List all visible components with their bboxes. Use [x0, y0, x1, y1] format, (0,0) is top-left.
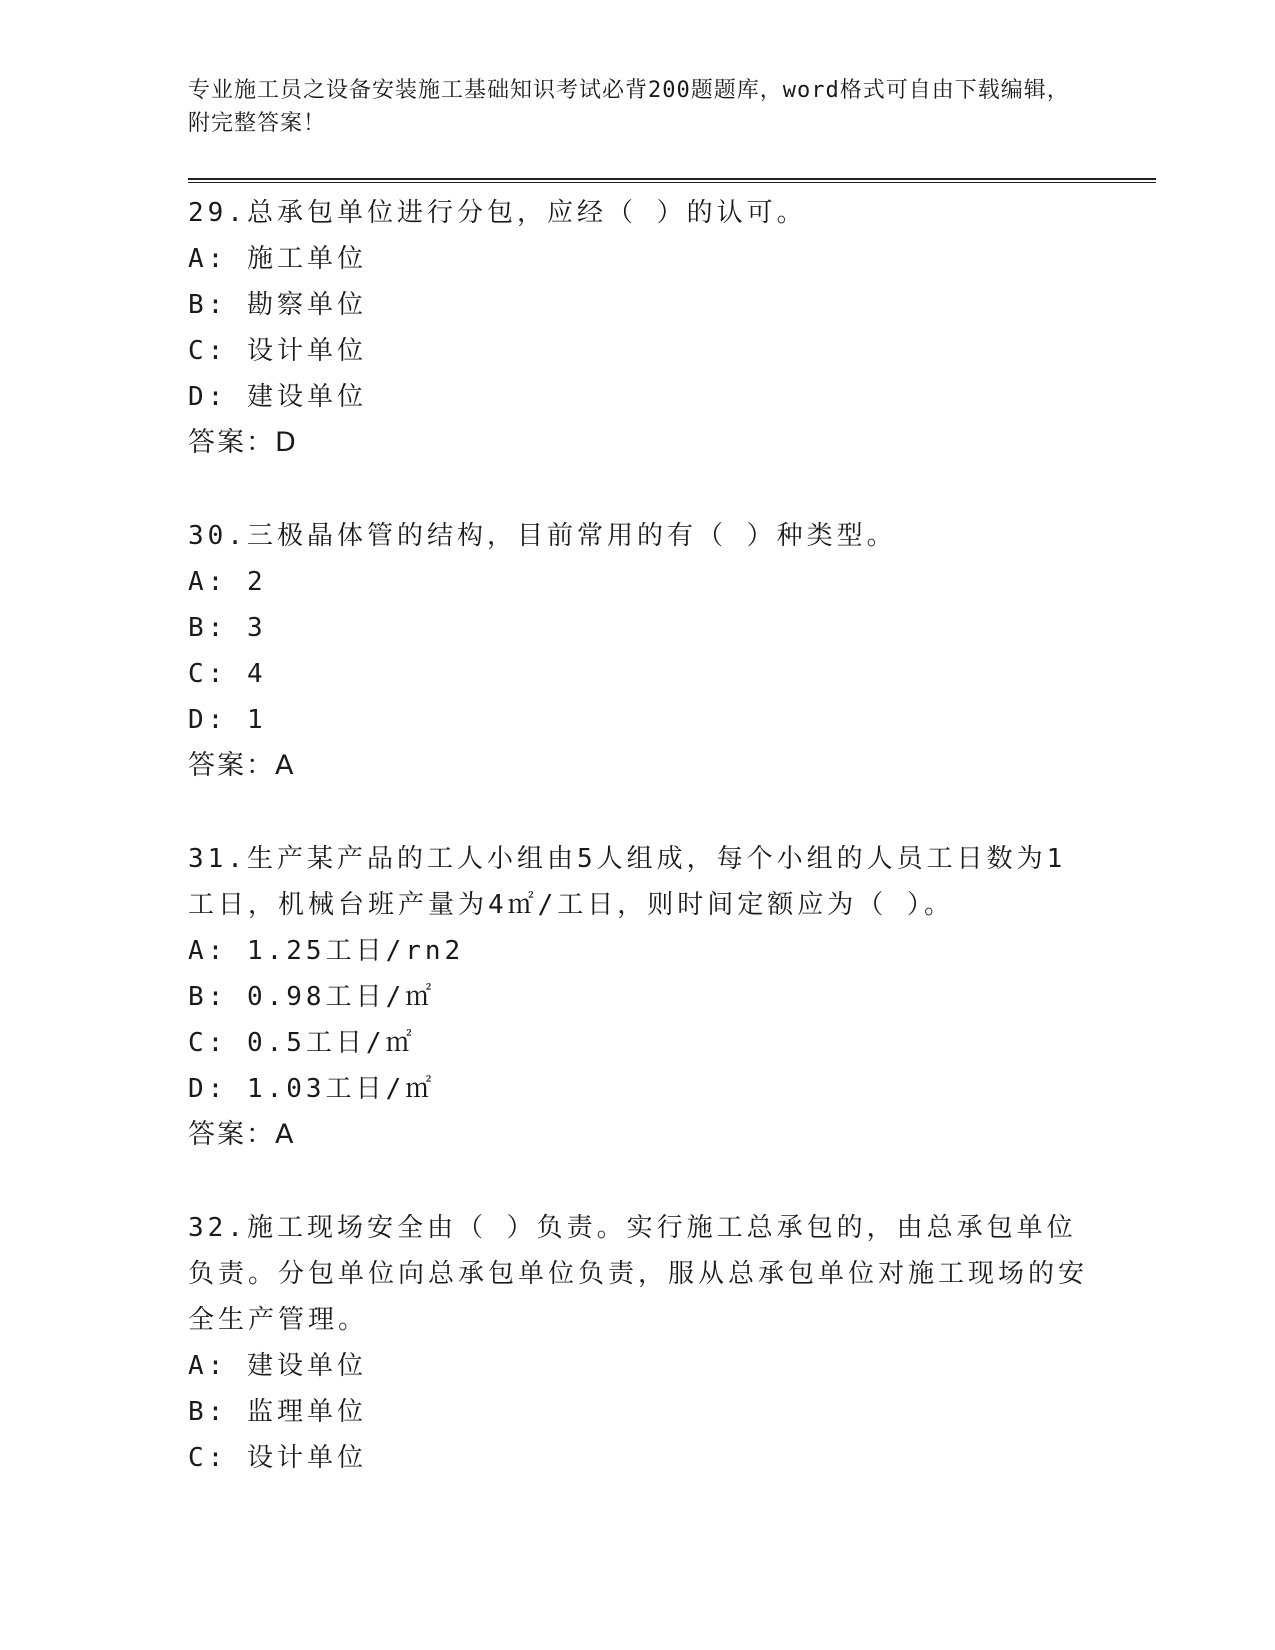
option-d: D: 1 — [188, 705, 267, 735]
option-c: C: 0.5工日/㎡ — [188, 1028, 416, 1058]
option-a: A: 2 — [188, 567, 267, 597]
answer-text: 答案：A — [188, 750, 296, 781]
question-31 — [188, 836, 1088, 1158]
question-stem: 32.施工现场安全由（ ）负责。实行施工总承包的，由总承包单位负责。分包单位向总承包单位负责，服从总承包单位对施工现场的安全生产管理。 — [188, 1213, 1089, 1335]
option-d: D: 1.03工日/㎡ — [188, 1074, 436, 1104]
question-stem: 30.三极晶体管的结构，目前常用的有（ ）种类型。 — [188, 521, 897, 551]
option-b: B: 0.98工日/㎡ — [188, 982, 436, 1012]
option-c: C: 4 — [188, 659, 267, 689]
option-b: B: 勘察单位 — [188, 290, 367, 320]
answer-text: 答案：D — [188, 427, 298, 458]
question-29 — [188, 190, 1088, 466]
question-list — [188, 190, 1088, 1528]
question-30 — [188, 513, 1088, 789]
question-32 — [188, 1205, 1088, 1481]
option-d: D: 建设单位 — [188, 382, 367, 412]
question-stem: 29.总承包单位进行分包，应经（ ）的认可。 — [188, 198, 807, 228]
document-header-title: 专业施工员之设备安装施工基础知识考试必背200题题库，word格式可自由下载编辑，附完整答案！ — [188, 78, 1070, 136]
question-stem: 31.生产某产品的工人小组由5人组成，每个小组的人员工日数为1工日，机械台班产量为4㎡/工日，则时间定额应为（ ）。 — [188, 844, 1067, 920]
option-b: B: 3 — [188, 613, 267, 643]
option-c: C: 设计单位 — [188, 336, 367, 366]
answer-text: 答案：A — [188, 1119, 296, 1150]
option-b: B: 监理单位 — [188, 1397, 367, 1427]
option-a: A: 施工单位 — [188, 244, 367, 274]
option-c: C: 设计单位 — [188, 1443, 367, 1473]
option-a: A: 1.25工日/rn2 — [188, 936, 465, 966]
option-a: A: 建设单位 — [188, 1351, 367, 1381]
header-divider — [188, 178, 1156, 183]
